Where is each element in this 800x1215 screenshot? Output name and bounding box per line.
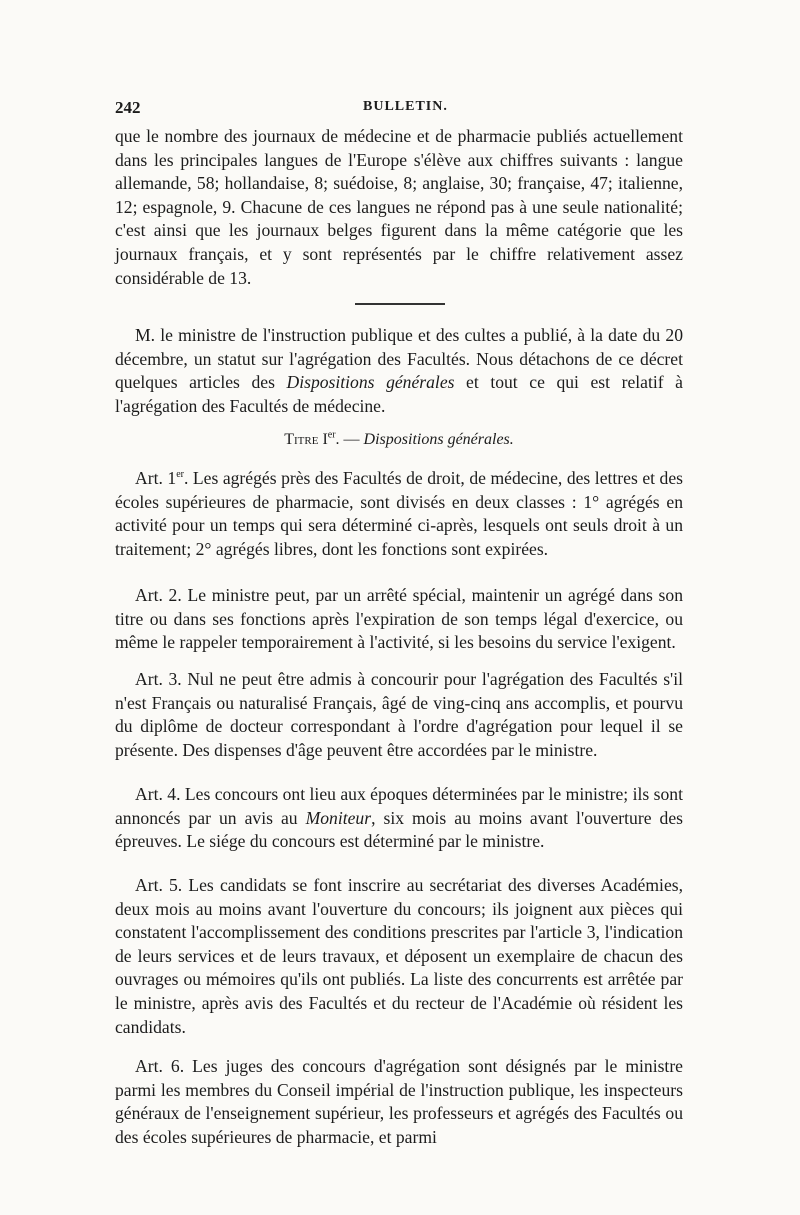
article-1-text: . Les agrégés près des Facultés de droit, de médecine, des lettres et des écoles supérieures de pharmacie, sont divisés en deux classes : 1° agrégés en activité pour un temps qui sera déterminé ci-après, lesquels ont seuls droit à un traitement; 2° agrégés libres, dont les fonctions sont expirées. (115, 468, 683, 559)
article-3 (115, 668, 683, 762)
decree-text-start: M. le ministre de l'instruction publique et des cultes a publié, à la date du 20 décembre, un statut sur l'agrégation des Facultés. Nous détachons de ce décret quelques articles des (115, 325, 683, 393)
article-5-label: Art. 5. (135, 875, 183, 895)
article-4 (115, 783, 683, 854)
article-3-text: Nul ne peut être admis à concourir pour l'agrégation des Facultés s'il n'est Français ou naturalisé Français, âgé de ving-cinq ans accomplis, et pourvu du diplôme de docteur correspondant à l'ordre d'agrégation pour lequel il se présente. Des dispenses d'âge peuvent être accordées par le ministre. (115, 669, 683, 760)
article-2 (115, 584, 683, 655)
paragraph-decree (115, 324, 683, 418)
article-1 (115, 467, 683, 561)
article-4-text-end: , six mois au moins avant l'ouverture des épreuves. Le siége du concours est déterminé par le ministre. (115, 807, 683, 852)
section-divider (355, 303, 445, 305)
article-4-italic: Moniteur (305, 807, 372, 828)
article-4-text-start: Les concours ont lieu aux époques déterminées par le ministre; ils sont annoncés par un avis au (115, 784, 683, 828)
article-1-sup: er (176, 469, 184, 481)
decree-text-end: et tout ce qui est relatif à l'agrégation des Facultés de médecine. (115, 372, 683, 416)
title-heading: Dispositions générales. (363, 431, 514, 448)
article-4-label: Art. 4. (135, 784, 181, 804)
section-title (115, 429, 683, 451)
article-5-text: Les candidats se font inscrire au secrétariat des diverses Académies, deux mois au moins avant l'ouverture du concours; ils joignent aux pièces qui constatent l'accomplissement des conditions prescrites par l'article 3, l'indication de leurs services et de leurs travaux, et déposent un exemplaire de chacun des ouvrages ou mémoires qu'ils ont publiés. La liste des concurrents est arrêtée par le ministre, après avis des Facultés et du recteur de l'Académie où résident les candidats. (115, 875, 683, 1037)
page-number: 242 (115, 98, 141, 117)
article-2-label: Art. 2. (135, 585, 182, 605)
title-label: Titre (284, 431, 319, 448)
article-1-label: Art. 1 (135, 468, 177, 488)
article-6 (115, 1055, 683, 1149)
title-dash: . — (335, 431, 364, 448)
article-3-label: Art. 3. (135, 669, 182, 689)
title-number: I (322, 431, 328, 448)
article-6-label: Art. 6. (135, 1056, 185, 1076)
paragraph-journals (115, 125, 683, 290)
running-title: BULLETIN. (363, 99, 448, 114)
article-5 (115, 874, 683, 1039)
paragraph-journals-text: que le nombre des journaux de médecine et de pharmacie publiés actuellement dans les principales langues de l'Europe s'élève aux chiffres suivants : langue allemande, 58; hollandaise, 8; suédoise, 8; anglaise, 30; française, 47; italienne, 12; espagnole, 9. Chacune de ces langues ne répond pas à une seule nationalité; c'est ainsi que les journaux belges figurent dans la même catégorie que les journaux français, et y sont représentés par le chiffre relativement assez considérable de 13. (115, 126, 683, 288)
article-6-text: Les juges des concours d'agrégation sont désignés par le ministre parmi les membres du Conseil impérial de l'instruction publique, les inspecteurs généraux de l'enseignement supérieur, les professeurs et agrégés des Facultés ou des écoles supérieures de pharmacie, et parmi (115, 1056, 683, 1147)
title-number-sup: er (327, 429, 336, 441)
decree-text-italic: Dispositions générales (286, 372, 455, 393)
article-2-text: Le ministre peut, par un arrêté spécial, maintenir un agrégé dans son titre ou dans ses fonctions après l'expiration de son temps légal d'exercice, ou même le rappeler temporairement à l'activité, si les besoins du service l'exigent. (115, 585, 683, 653)
page-header (115, 98, 683, 120)
